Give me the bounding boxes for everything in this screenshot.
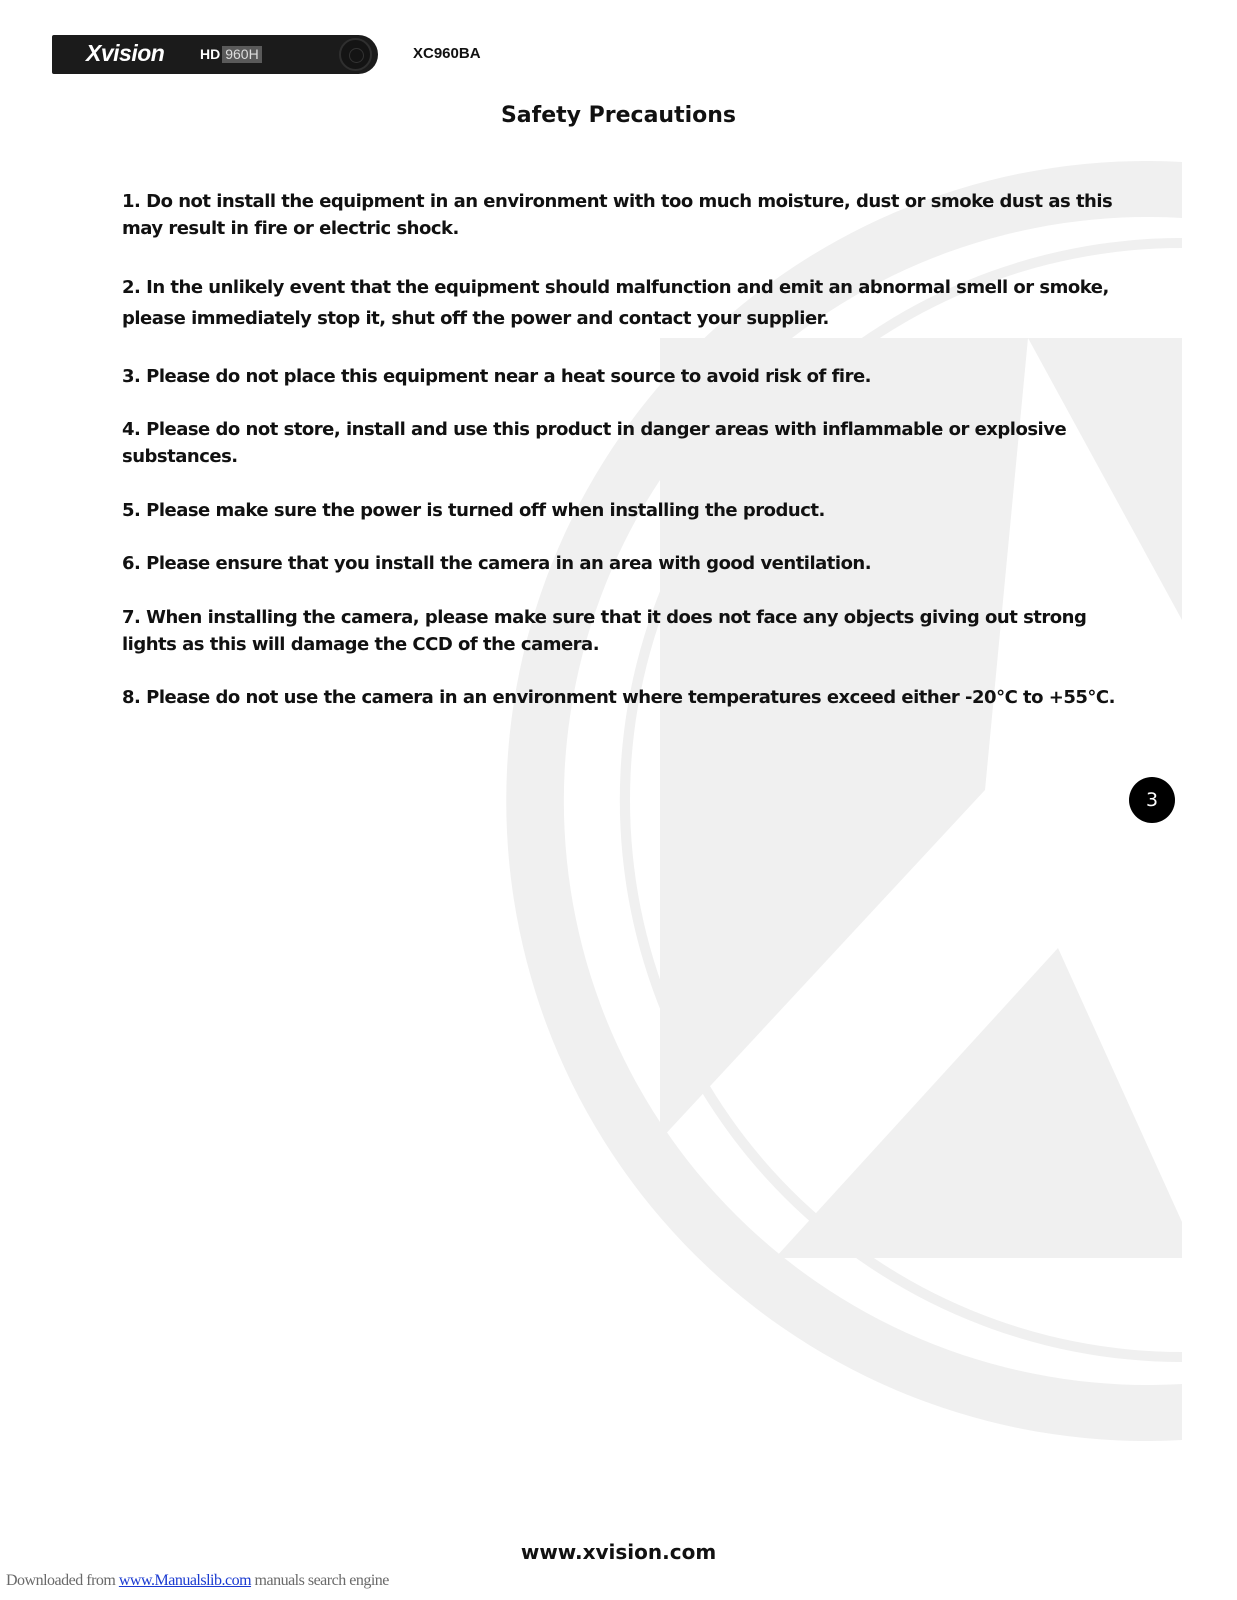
page-number-badge: 3	[1129, 777, 1175, 823]
precaution-item: 4. Please do not store, install and use this product in danger areas with inflammable or explosive substances.	[122, 419, 1067, 467]
precaution-item: 2. In the unlikely event that the equipment should malfunction and emit an abnormal smell or smoke, please immediately stop it, shut off the power and contact your supplier.	[122, 277, 1109, 329]
manualslib-link[interactable]: www.Manualslib.com	[118, 1572, 252, 1589]
precaution-item: 7. When installing the camera, please make sure that it does not face any objects giving out strong lights as this will damage the CCD of the camera.	[122, 607, 1087, 655]
precaution-item: 5. Please make sure the power is turned off when installing the product.	[122, 500, 825, 521]
hd-960h-badge	[198, 46, 262, 63]
brand-header-bar	[52, 35, 378, 74]
footer-website: www.xvision.com	[520, 1540, 717, 1564]
precaution-item: 3. Please do not place this equipment near a heat source to avoid risk of fire.	[122, 366, 872, 387]
xvision-logo: Xvision	[86, 40, 165, 66]
download-suffix: manuals search engine	[251, 1572, 389, 1589]
precaution-item: 8. Please do not use the camera in an environment where temperatures exceed either -20°C to +55°C.	[122, 687, 1115, 708]
precaution-item: 6. Please ensure that you install the camera in an area with good ventilation.	[122, 553, 872, 574]
camera-lens-icon	[339, 38, 372, 71]
download-attribution	[6, 1572, 389, 1590]
download-prefix: Downloaded from	[6, 1572, 119, 1589]
hd-label: HD	[200, 46, 221, 62]
model-number: XC960BA	[413, 45, 481, 62]
page-title: Safety Precautions	[500, 103, 737, 128]
resolution-label: 960H	[222, 46, 261, 63]
precaution-item: 1. Do not install the equipment in an environment with too much moisture, dust or smoke dust as this may result in fire or electric shock.	[122, 191, 1113, 239]
